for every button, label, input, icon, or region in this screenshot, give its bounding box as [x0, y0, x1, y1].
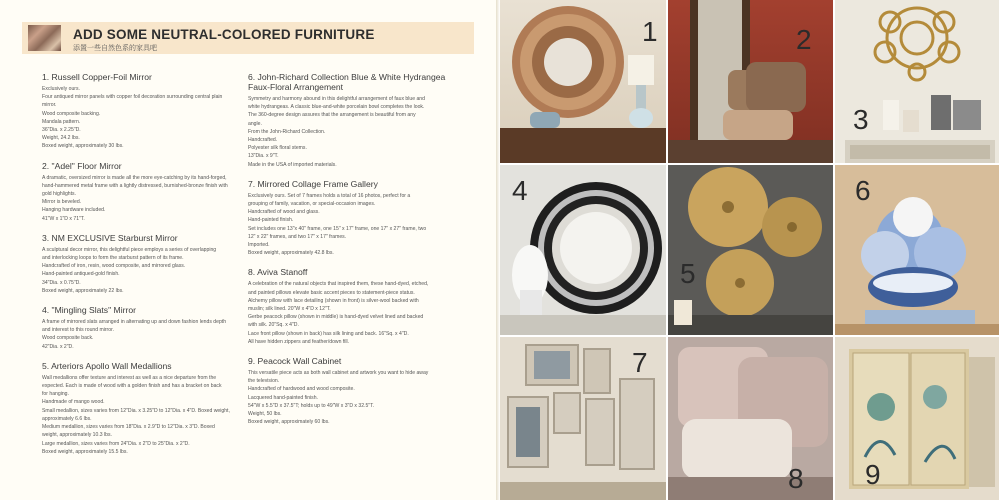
product-description-line: Small medallion, sizes varies from 12"Dia. x 3.25"D to 12"Dia. x 4"D. Boxed weight, — [42, 407, 230, 414]
product-description-line: Lace front pillow (shown in back) has silk lining and back. 16"Sq. x 4"D. — [248, 330, 409, 337]
photo-number-6: 6 — [855, 175, 871, 206]
product-title: 4. "Mingling Slats" Mirror — [42, 305, 136, 316]
product-description-line: mirror. — [42, 102, 57, 109]
product-description-line: Alchemy pillow with lace detailing (shown in front) is silver-wool backed with — [248, 297, 419, 304]
product-description-line: Handcrafted of iron, resin, wood composite, and mirrored glass. — [42, 263, 186, 270]
product-description-line: 54"W x 5.5"D x 37.5"T; holds up to 49"W x 3"D x 32.5"T. — [248, 402, 375, 409]
mirror-illustration-3 — [835, 0, 999, 163]
photo-mingling-slats-mirror — [500, 165, 666, 335]
product-description-line: Hand-painted antiqued-gold finish. — [42, 271, 120, 278]
product-description-line: 41"W x 1"D x 71"T. — [42, 215, 85, 222]
product-description-line: A frame of mirrored slats arranged in alternating up and down fashion lends depth — [42, 319, 227, 326]
product-title: 5. Arteriors Apollo Wall Medallions — [42, 360, 172, 371]
product-description-line: Wall medallions offer texture and interest as well as a nice departure from the — [42, 374, 217, 381]
product-description-line: Wood composite back. — [42, 335, 94, 342]
product-title: 8. Aviva Stanoff — [248, 267, 308, 278]
photo-number-2: 2 — [796, 24, 812, 55]
product-description-line: muslin; silk lined. 20"W x 4"D x 12"T. — [248, 306, 331, 313]
product-description-line: Mirror is beveled. — [42, 199, 82, 206]
product-entry — [248, 356, 468, 426]
photo-mirrored-collage-frames — [500, 337, 666, 500]
product-description-line: hand-hammered metal frame with a lightly distressed, burnished-bronze finish with — [42, 182, 228, 189]
photo-copper-foil-mirror — [500, 0, 666, 163]
product-description-line: Weight, 24.2 lbs. — [42, 135, 80, 142]
product-description-line: Boxed weight, approximately 22 lbs. — [42, 287, 124, 294]
photo-starburst-mirror — [835, 0, 999, 163]
text-page — [0, 0, 498, 500]
product-title: 3. NM EXCLUSIVE Starburst Mirror — [42, 232, 178, 243]
product-description-line: Handcrafted of hardwood and wood composite. — [248, 386, 355, 393]
medallion-illustration — [668, 165, 833, 335]
product-description-line: Exclusively ours. — [42, 86, 80, 92]
product-description-line: A sculptural decor mirror, this delightful piece employs a series of overlapping — [42, 246, 217, 253]
photo-hydrangea-arrangement — [835, 165, 999, 335]
photo-apollo-wall-medallions — [668, 165, 833, 335]
photo-peacock-wall-cabinet — [835, 337, 999, 500]
product-entry — [42, 361, 262, 456]
product-description-line: weight, approximately 10.3 lbs. — [42, 432, 112, 439]
product-description-line: angle. — [248, 120, 262, 127]
product-description-line: the television. — [248, 378, 280, 385]
product-description-line: Made in the USA of imported materials. — [248, 161, 337, 168]
product-description-line: Set includes one 13"x 40" frame, one 15" x 17" frame, one 17" x 27" frame, two — [248, 225, 427, 232]
product-description-line: Boxed weight, approximately 15.5 lbs. — [42, 448, 128, 455]
product-description-line: 36"Dia. x 2.25"D. — [42, 127, 81, 134]
product-entry — [42, 72, 262, 151]
photo-number-7: 7 — [632, 347, 648, 378]
photo-number-3: 3 — [853, 104, 869, 135]
photo-number-8: 8 — [788, 463, 804, 494]
product-description-line: Medium medallion, sizes varies from 18"Dia. x 2.9"D to 12"Dia. x 3"D. Boxed — [42, 424, 215, 431]
product-description-line: Handcrafted of wood and glass. — [248, 209, 320, 216]
product-description-line: Boxed weight, approximately 42.8 lbs. — [248, 250, 334, 257]
product-description-line: 34"Dia. x 0.75"D. — [42, 279, 81, 286]
photo-aviva-stanoff-pillows — [668, 337, 833, 500]
product-entry — [42, 233, 262, 295]
photo-adel-floor-mirror — [668, 0, 833, 163]
photo-number-5: 5 — [680, 258, 696, 289]
product-entry — [42, 305, 262, 351]
product-entry — [42, 161, 262, 223]
page-title: ADD SOME NEUTRAL-COLORED FURNITURE — [73, 27, 375, 42]
product-title: 6. John-Richard Collection Blue & White Hydrangea Faux-Floral Arrangement — [248, 72, 446, 92]
page-subtitle: 添置一些自然色系的家具吧 — [73, 45, 157, 52]
left-text-column — [42, 72, 262, 466]
product-description-line: Imported. — [248, 242, 270, 249]
cabinet-illustration — [835, 337, 999, 500]
product-description-line: 13"Dia. x 9"T. — [248, 153, 279, 160]
header-thumbnail-image — [28, 25, 61, 51]
product-entry — [248, 179, 468, 258]
product-title: 9. Peacock Wall Cabinet — [248, 356, 342, 367]
product-description-line: Mandala pattern. — [42, 118, 81, 125]
photo-number-4: 4 — [512, 175, 528, 206]
product-description-line: From the John-Richard Collection. — [248, 128, 326, 135]
product-description-line: All have hidden zippers and feather/down fill. — [248, 338, 350, 345]
product-title: 1. Russell Copper-Foil Mirror — [42, 72, 152, 82]
product-description-line: A dramatic, oversized mirror is made all the more eye-catching by its hand-forged, — [42, 174, 227, 181]
product-description-line: gold highlights. — [42, 191, 76, 198]
photo-number-1: 1 — [642, 16, 658, 47]
product-description-line: 12" x 22" frames, and two 17" x 17" frames. — [248, 233, 347, 240]
product-description-line: A celebration of the natural objects that inspired them, these hand-dyed, etched, — [248, 281, 429, 288]
right-text-column — [248, 72, 468, 437]
product-description-line: Boxed weight, approximately 60 lbs. — [248, 419, 330, 426]
product-description-line: Lacquered hand-painted finish. — [248, 394, 318, 401]
product-description-line: Symmetry and harmony abound in this delightful arrangement of faux blue and — [248, 96, 425, 102]
product-description-line: Hand-painted finish. — [248, 217, 294, 224]
product-description-line: grouping of family, vacation, or special-occasion images. — [248, 201, 376, 208]
product-description-line: Handcrafted. — [248, 137, 278, 144]
product-description-line: with silk. 20"Sq. x 4"D. — [248, 322, 299, 329]
product-description-line: Polyester silk floral stems. — [248, 145, 307, 152]
product-description-line: Handmade of mango wood. — [42, 399, 105, 406]
product-description-line: This versatile piece acts as both wall cabinet and artwork you want to hide away — [248, 370, 429, 377]
product-description-line: and interlocking loops to form the starburst pattern of its frame. — [42, 255, 184, 262]
product-description-line: The 360-degree design assures that the arrangement is beautiful from any — [248, 112, 416, 119]
product-description-line: white hydrangeas. A classic blue-and-white porcelain bowl completes the look. — [248, 104, 425, 111]
product-description-line: and painted pillows elevate basic accent pieces to statement-piece status. — [248, 289, 415, 296]
product-description-line: Large medallion, sizes varies from 24"Dia. x 2"D to 25"Dia. x 2"D. — [42, 440, 190, 447]
product-description-line: Hanging hardware included. — [42, 207, 106, 214]
product-title: 2. "Adel" Floor Mirror — [42, 160, 122, 171]
product-title: 7. Mirrored Collage Frame Gallery — [248, 178, 378, 189]
product-description-line: Wood composite backing. — [42, 110, 101, 117]
product-description-line: and interest to this round mirror. — [42, 327, 114, 334]
product-description-line: 42"Dia. x 2"D. — [42, 343, 74, 350]
product-entry — [248, 72, 468, 169]
product-description-line: expected. Each is made of wood with a golden finish and has a bracket on back — [42, 383, 222, 390]
product-description-line: Exclusively ours. Set of 7 frames holds a total of 16 photos, perfect for a — [248, 192, 411, 199]
product-description-line: Gerbe peacock pillow (shown in middle) is hand-dyed velvet lined and backed — [248, 314, 424, 321]
pillows-illustration — [668, 337, 833, 500]
product-description-line: Four antiqued mirror panels with copper foil decoration surrounding central plain — [42, 94, 223, 101]
product-description-line: for hanging. — [42, 391, 69, 398]
product-description-line: approximately 6.6 lbs. — [42, 415, 92, 422]
product-entry — [248, 267, 468, 346]
product-description-line: Boxed weight, approximately 30 lbs. — [42, 143, 124, 150]
photo-number-9: 9 — [865, 459, 881, 490]
photo-grid — [500, 0, 999, 500]
product-description-line: Weight, 50 lbs. — [248, 411, 282, 418]
